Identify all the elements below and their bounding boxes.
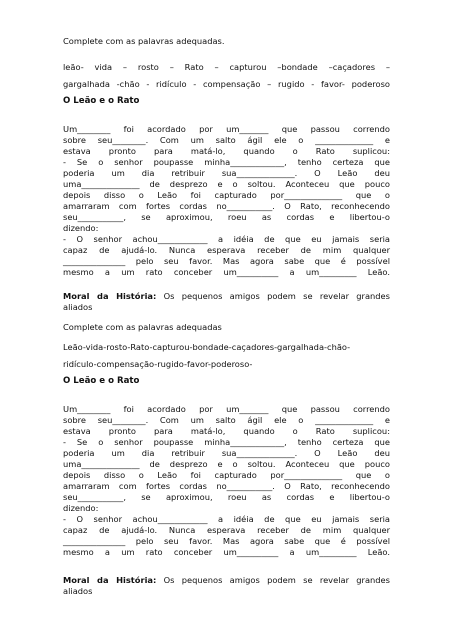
story-line: poderia um dia retribuir sua______________. O Leão deu bbox=[63, 168, 390, 178]
story-line: uma______________ de desprezo e o soltou. Aconteceu que pouco bbox=[63, 459, 390, 469]
story-line: estava pronto para matá-lo, quando o Rato suplicou: bbox=[63, 146, 390, 156]
story-line: capaz de ajudá-lo. Nunca esperava receber de mim qualquer bbox=[63, 525, 390, 535]
story-line: dizendo: bbox=[63, 223, 99, 233]
moral-label: Moral da História: bbox=[63, 575, 157, 585]
word-bank-line: gargalhada -chão - ridículo - compensação – rugido - favor- poderoso bbox=[63, 79, 390, 89]
story-line: mesmo a um rato conceber um__________ a um_________ Leão. bbox=[63, 547, 390, 557]
story-line: amarraram com fortes cordas no___________. O Rato, reconhecendo bbox=[63, 201, 390, 211]
story-line: dizendo: bbox=[63, 503, 99, 513]
story-line: depois disso o Leão foi capturado por______________ que o bbox=[63, 470, 390, 480]
word-bank-line: Leão-vida-rosto-Rato-capturou-bondade-caçadores-gargalhada-chão- bbox=[63, 342, 351, 352]
moral-line bbox=[63, 575, 390, 585]
story-line: seu___________, se aproximou, roeu as cordas e libertou-o bbox=[63, 212, 390, 222]
word-bank-line: leão- vida – rosto – Rato – capturou –bondade –caçadores – bbox=[63, 62, 390, 72]
moral-text: Os pequenos amigos podem se revelar grandes bbox=[156, 575, 390, 585]
story-title: O Leão e o Rato bbox=[63, 96, 140, 106]
story-line: poderia um dia retribuir sua______________. O Leão deu bbox=[63, 448, 390, 458]
moral-text-cont: aliados bbox=[63, 302, 93, 312]
story-line: Um________ foi acordado por um_______ que passou correndo bbox=[63, 124, 390, 134]
instruction: Complete com as palavras adequadas. bbox=[63, 36, 225, 46]
story-line: sobre seu________. Com um salto ágil ele o ______________ e bbox=[63, 415, 390, 425]
story-line: depois disso o Leão foi capturado por______________ que o bbox=[63, 190, 390, 200]
story-line: - O senhor achou____________ a idéia de que eu jamais seria bbox=[63, 514, 390, 524]
moral-label: Moral da História: bbox=[63, 291, 157, 301]
moral-text-cont: aliados bbox=[63, 586, 93, 596]
story-line: _______________ pelo seu favor. Mas agora sabe que é possível bbox=[63, 256, 390, 266]
instruction: Complete com as palavras adequadas bbox=[63, 322, 222, 332]
story-line: capaz de ajudá-lo. Nunca esperava receber de mim qualquer bbox=[63, 245, 390, 255]
story-line: Um________ foi acordado por um_______ que passou correndo bbox=[63, 404, 390, 414]
story-line: _______________ pelo seu favor. Mas agora sabe que é possível bbox=[63, 536, 390, 546]
word-bank-line: ridículo-compensação-rugido-favor-poderoso- bbox=[63, 359, 253, 369]
story-line: amarraram com fortes cordas no___________. O Rato, reconhecendo bbox=[63, 481, 390, 491]
story-line: - Se o senhor poupasse minha_____________, tenho certeza que bbox=[63, 157, 390, 167]
story-title: O Leão e o Rato bbox=[63, 376, 140, 386]
story-line: - Se o senhor poupasse minha_____________, tenho certeza que bbox=[63, 437, 390, 447]
story-line: seu___________, se aproximou, roeu as cordas e libertou-o bbox=[63, 492, 390, 502]
moral-line bbox=[63, 291, 390, 301]
story-line: sobre seu________. Com um salto ágil ele o ______________ e bbox=[63, 135, 390, 145]
story-line: mesmo a um rato conceber um__________ a um_________ Leão. bbox=[63, 267, 390, 277]
story-line: estava pronto para matá-lo, quando o Rato suplicou: bbox=[63, 426, 390, 436]
story-line: - O senhor achou____________ a idéia de que eu jamais seria bbox=[63, 234, 390, 244]
moral-text: Os pequenos amigos podem se revelar grandes bbox=[156, 291, 390, 301]
story-line: uma______________ de desprezo e o soltou. Aconteceu que pouco bbox=[63, 179, 390, 189]
